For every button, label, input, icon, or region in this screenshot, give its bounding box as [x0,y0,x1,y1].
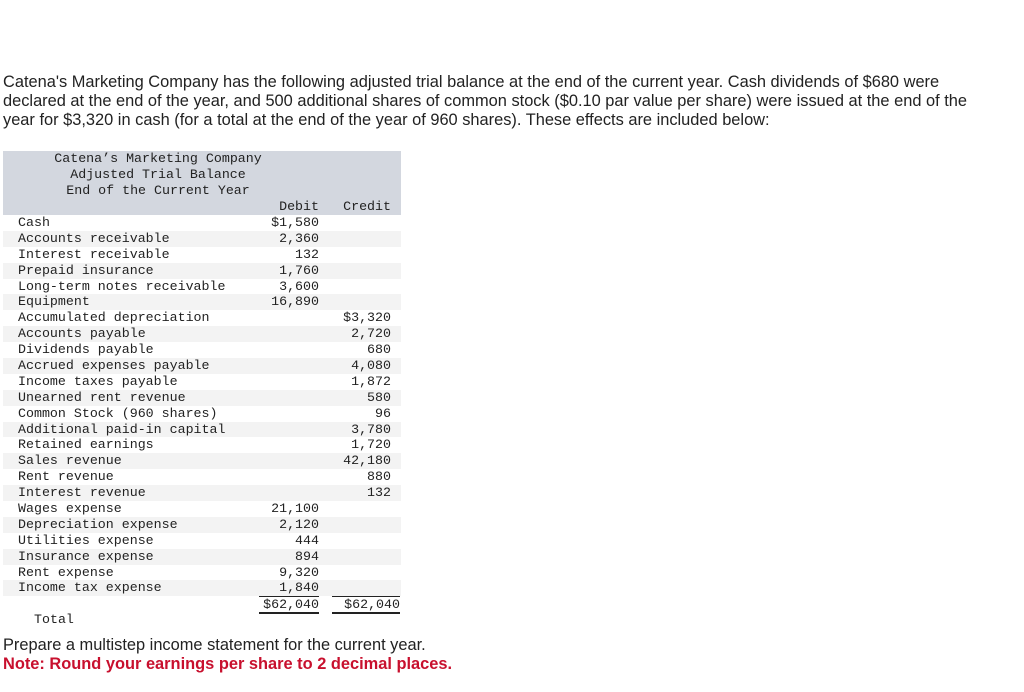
debit-amount: 2,360 [279,230,319,246]
debit-amount: 3,600 [279,278,319,294]
table-row [3,565,401,581]
account-name: Accounts receivable [18,230,170,246]
debit-amount: 16,890 [271,294,319,310]
debit-amount: 444 [295,532,319,548]
credit-amount: 1,872 [351,373,391,389]
debit-amount: 21,100 [271,501,319,517]
total-credit: $62,040 [332,596,400,614]
instructions: Prepare a multistep income statement for the current year. [3,636,426,654]
table-row [3,485,401,501]
table-row [3,549,401,565]
account-name: Prepaid insurance [18,262,154,278]
debit-amount: 1,760 [279,262,319,278]
account-name: Equipment [18,294,90,310]
statement-title: Adjusted Trial Balance [70,167,246,182]
account-name: Long-term notes receivable [18,278,226,294]
account-name: Wages expense [18,501,122,517]
account-name: Interest revenue [18,485,146,501]
account-name: Common Stock (960 shares) [18,405,218,421]
account-name: Cash [18,215,50,230]
account-name: Unearned rent revenue [18,389,186,405]
table-row [3,453,401,469]
table-row [3,469,401,485]
debit-column-header: Debit [279,199,319,214]
account-name: Depreciation expense [18,516,178,532]
table-row [3,422,401,438]
account-name: Sales revenue [18,453,122,469]
table-row [3,247,401,263]
table-row [3,437,401,453]
table-row [3,263,401,279]
table-row [3,390,401,406]
account-name: Income tax expense [18,580,162,596]
account-name: Insurance expense [18,548,154,564]
account-name: Rent expense [18,564,114,580]
table-row [3,580,401,596]
account-name: Rent revenue [18,469,114,485]
debit-amount: 9,320 [279,564,319,580]
table-row [3,501,401,517]
company-name: Catena’s Marketing Company [54,151,262,166]
account-name: Dividends payable [18,342,154,358]
credit-amount: 3,780 [351,421,391,437]
account-name: Additional paid-in capital [18,421,226,437]
table-row [3,231,401,247]
table-row [3,215,401,231]
credit-amount: 680 [367,342,391,358]
credit-amount: 42,180 [343,453,391,469]
account-name: Utilities expense [18,532,154,548]
debit-amount: $1,580 [271,215,319,230]
table-header [3,151,401,215]
credit-amount: 880 [367,469,391,485]
table-row [3,374,401,390]
account-name: Interest receivable [18,246,170,262]
account-name: Accounts payable [18,326,146,342]
total-label: Total [34,612,74,628]
credit-amount: 2,720 [351,326,391,342]
account-name: Income taxes payable [18,373,178,389]
debit-amount: 894 [295,548,319,564]
adjusted-trial-balance-table [3,151,401,628]
table-row [3,279,401,295]
account-name: Retained earnings [18,437,154,453]
table-row [3,406,401,422]
rounding-note: Note: Round your earnings per share to 2 decimal places. [3,655,453,673]
account-name: Accrued expenses payable [18,358,210,374]
table-row [3,310,401,326]
debit-amount: 132 [295,246,319,262]
credit-column-header: Credit [343,199,391,214]
table-row [3,517,401,533]
table-row [3,358,401,374]
credit-amount: 1,720 [351,437,391,453]
debit-amount: 2,120 [279,516,319,532]
credit-amount: $3,320 [343,310,391,326]
total-debit: $62,040 [259,596,319,614]
table-row [3,294,401,310]
credit-amount: 132 [367,485,391,501]
problem-description: Catena's Marketing Company has the following adjusted trial balance at the end of the current year. Cash dividends of $680 were declared at the end of the year, and 500 additional shares of common stock ($0.10 par value per share) were issued at the end of the year for $3,320 in cash (for a total at the end of the year of 960 shares). These effects are included below: [3,73,968,129]
debit-amount: 1,840 [279,580,319,596]
table-body [3,215,401,596]
table-row [3,342,401,358]
account-name: Accumulated depreciation [18,310,210,326]
table-row [3,326,401,342]
table-row [3,533,401,549]
statement-period: End of the Current Year [66,183,250,198]
credit-amount: 580 [367,389,391,405]
credit-amount: 4,080 [351,358,391,374]
credit-amount: 96 [375,405,391,421]
total-row [3,596,401,628]
